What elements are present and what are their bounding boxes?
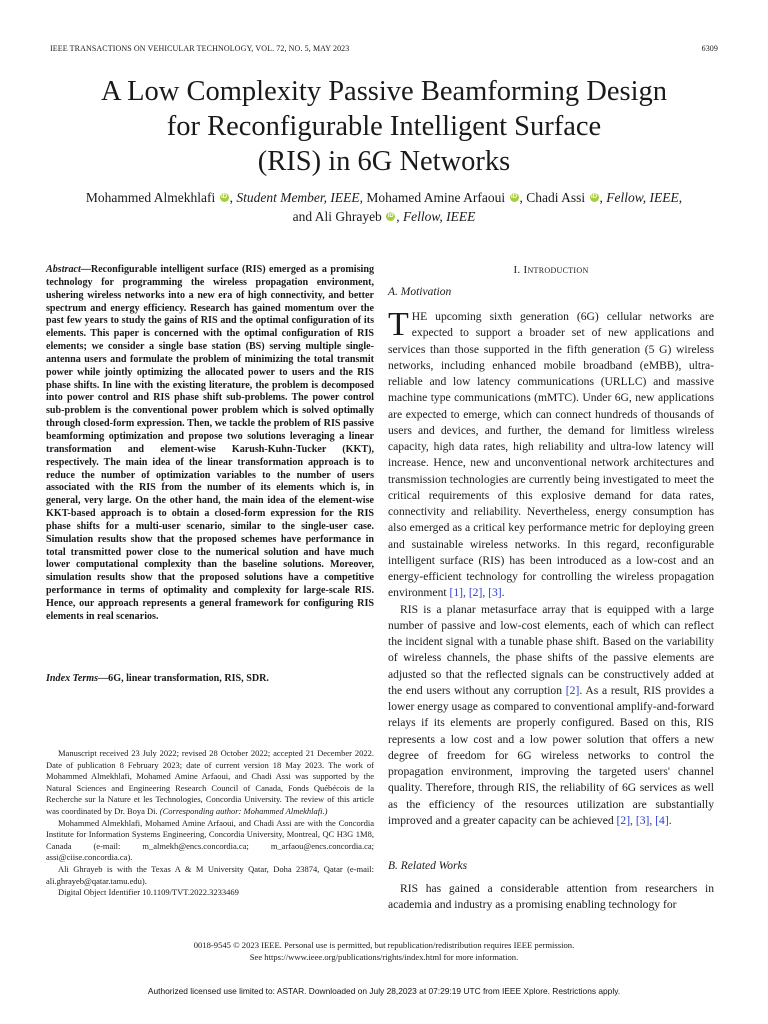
journal-name: IEEE TRANSACTIONS ON VEHICULAR TECHNOLOGY, VOL. 72, NO. 5, MAY 2023 [50, 44, 350, 53]
paragraph: RIS has gained a considerable attention from researchers in academia and industry as a promising enabling technology for [388, 882, 714, 912]
punctuation: . [501, 586, 505, 600]
drop-cap: T [388, 306, 409, 343]
citation-link[interactable]: [1], [2], [3] [449, 586, 502, 600]
index-terms-text: —6G, linear transformation, RIS, SDR. [98, 673, 269, 684]
footnote-block [46, 748, 374, 899]
copyright-line-1: 0018-9545 © 2023 IEEE. Personal use is permitted, but republication/redistribution requires IEEE permission. [193, 940, 575, 950]
subsection-heading-motivation: A. Motivation [388, 286, 452, 298]
title-line-2: for Reconfigurable Intelligent Surface [166, 111, 602, 142]
title-line-3: (RIS) in 6G Networks [257, 146, 511, 177]
paragraph-text: . As a result, RIS provides a lower energy usage as compared to conventional amplify-and-forward relays if its elements are properly configured. Based on this, RIS represents a low cost and a low power solution that offers a new degree of freedom for 6G wireless networks to control the propagation environment, improving the targeted users' channel quality. Therefore, through RIS, the reliability of 6G services as well as the efficiency of the resources utilization are substantially improved and a greater capacity can be achieved [388, 683, 714, 827]
abstract-label: Abstract [46, 264, 81, 275]
author-name: Chadi Assi [526, 190, 586, 205]
section-numeral: I. [513, 264, 521, 276]
license-notice: Authorized licensed use limited to: ASTAR. Downloaded on July 28,2023 at 07:29:19 UTC from IEEE Xplore. Restrictions apply. [147, 986, 621, 996]
index-terms-label: Index Terms [46, 673, 99, 684]
citation-link[interactable]: [2] [565, 683, 580, 697]
copyright-line-2: See https://www.ieee.org/publications/rights/index.html for more information. [249, 951, 519, 962]
section-title: Introduction [523, 264, 589, 276]
footnote-affiliation: Mohammed Almekhlafi, Mohamed Amine Arfaoui, and Chadi Assi are with the Concordia Institute for Information Systems Engineering, Concordia University, Montreal, QC H3G 1M8, Canada (e-mail: m_almekh@encs.concordia.ca; m_arfaou@encs.concordia.ca; assi@ciise.concordia.ca). [46, 817, 374, 863]
orcid-icon[interactable]: iD [591, 194, 598, 200]
section-heading [388, 264, 714, 276]
footnote-doi: Digital Object Identifier 10.1109/TVT.2022.3233469 [58, 887, 239, 898]
subsection-heading-related-works: B. Related Works [388, 860, 468, 872]
author-list [40, 188, 728, 226]
author-affiliation-role: Fellow, IEEE [606, 190, 679, 205]
orcid-icon[interactable]: iD [387, 213, 394, 219]
punctuation: . [668, 813, 672, 827]
paper-title [30, 74, 738, 179]
paragraph-text: HE upcoming sixth generation (6G) cellular networks are expected to support a broader set of new applications and services than those supported in the fifth generation (5 G) wireless networks, including enhanced mobile broadband (eMBB), ultra-reliable and low latency communications (URLLC) and massive machine type communications (mMTC). Under 6G, new applications are expected to emerge, which can connect hundreds of thousands of users and devices, and further, the demand for limitless wireless capacity, high data rates, high reliability and ultra-low latency will increase. Hence, new and unconventional network architectures and transmission technologies are currently being investigated to meet the critical requirements of this explosive demand for data rates, connectivity and reliability. Nevertheless, energy consumption has also emerged as a critical key performance metric for deploying green and sustainable wireless networks. In this regard, reconfigurable intelligent surface (RIS) has been introduced as a low-cost and an energy-efficient technology for controlling the wireless propagation environment [388, 310, 714, 600]
copyright-notice [40, 940, 728, 963]
paragraph [388, 602, 714, 830]
index-terms [46, 672, 374, 685]
author-name: and Ali Ghrayeb [292, 209, 382, 224]
orcid-icon[interactable]: iD [221, 194, 228, 200]
footnote-text: Manuscript received 23 July 2022; revised 28 October 2022; accepted 21 December 2022. Date of publication 8 February 2023; date of current version 18 May 2023. The work of Mohammed Almekhlafi, Mohamed Amine Arfaoui, and Chadi Assi was supported by the Natural Sciences and Engineering Research Council of Canada, Fonds Québécois de la Recherche sur la Nature et les Technologies, Concordia University. The review of this article was coordinated by Dr. Boya Di. [46, 748, 374, 816]
author-name: Mohammed Almekhlafi [85, 190, 216, 205]
page-number: 6309 [701, 44, 718, 53]
corresponding-author: (Corresponding author: Mohammed Almekhlafi.) [159, 805, 328, 816]
title-line-1: A Low Complexity Passive Beamforming Design [101, 76, 667, 107]
footnote-manuscript [46, 748, 374, 818]
abstract [46, 264, 374, 624]
paragraph [388, 306, 714, 602]
author-line-2: and Ali Ghrayeb iD , Fellow, IEEE [292, 209, 476, 224]
author-affiliation-role: Fellow, IEEE [402, 209, 476, 224]
footnote-affiliation-2: Ali Ghrayeb is with the Texas A & M University Qatar, Doha 23874, Qatar (e-mail: ali.ghrayeb@qatar.tamu.edu). [46, 863, 374, 886]
body-text-related [388, 881, 714, 914]
running-header [50, 44, 718, 53]
orcid-icon[interactable]: iD [511, 194, 518, 200]
author-name: Mohamed Amine Arfaoui [366, 190, 506, 205]
paragraph-text: RIS is a planar metasurface array that is equipped with a large number of passive and low-cost elements, each of which can reflect the incident signal with a tunable phase shift. Based on the variability of wireless channels, the phase shifts of the passive elements are adjusted so that the reflected signals can be constructively added at the end users without any corruption [388, 602, 714, 697]
body-text-intro [388, 306, 714, 829]
author-affiliation-role: Student Member, IEEE [236, 190, 360, 205]
abstract-text: —Reconfigurable intelligent surface (RIS) emerged as a promising technology for programming the wireless propagation environment, ushering wireless networks into a new era of high connectivity, and better spectrum and energy efficiency. Research has gained momentum over the past few years to study the gains of RIS and the optimal configuration of its elements. This paper is concerned with the optimal configuration of RIS elements; we consider a single base station (BS) serving multiple single-antenna users and formulate the problem of minimizing the total transmit power while jointly optimizing the allocated power to users and the RIS phase shifts. In line with the existing literature, the problem is decomposed into power control and RIS phase shift sub-problems. The power control sub-problem is the conventional power problem which is solved optimally through closed-form expression. Then, we tackle the problem of RIS passive beamforming optimization and propose two solutions leveraging a linear transformation and element-wise Karush-Kuhn-Tucker (KKT), respectively. The main idea of the linear transformation approach is to reduce the number of optimization variables to the number of users associated with the RIS from the number of its elements which is, in general, very large. On the other hand, the main idea of the element-wise KKT-based approach is to obtain a closed-form expression for the RIS phase shifts for a multi-user scenario, similar to the single-user case. Simulation results show that the proposed schemes have performance in total transmitted power close to the numerical solution and have much lower computational complexity than the baseline solutions. Moreover, simulation results show that the proposed solutions have a competitive performance in terms of optimality and complexity for large-scale RIS. Hence, our approach represents a general framework for configuring RIS elements in real scenarios. [46, 264, 374, 622]
author-line-1: Mohammed Almekhlafi iD , Student Member, IEEE, Mohamed Amine Arfaoui iD , Chadi Assi iD , Fellow, IEEE, [85, 190, 683, 205]
citation-link[interactable]: [2], [3], [4] [616, 813, 669, 827]
